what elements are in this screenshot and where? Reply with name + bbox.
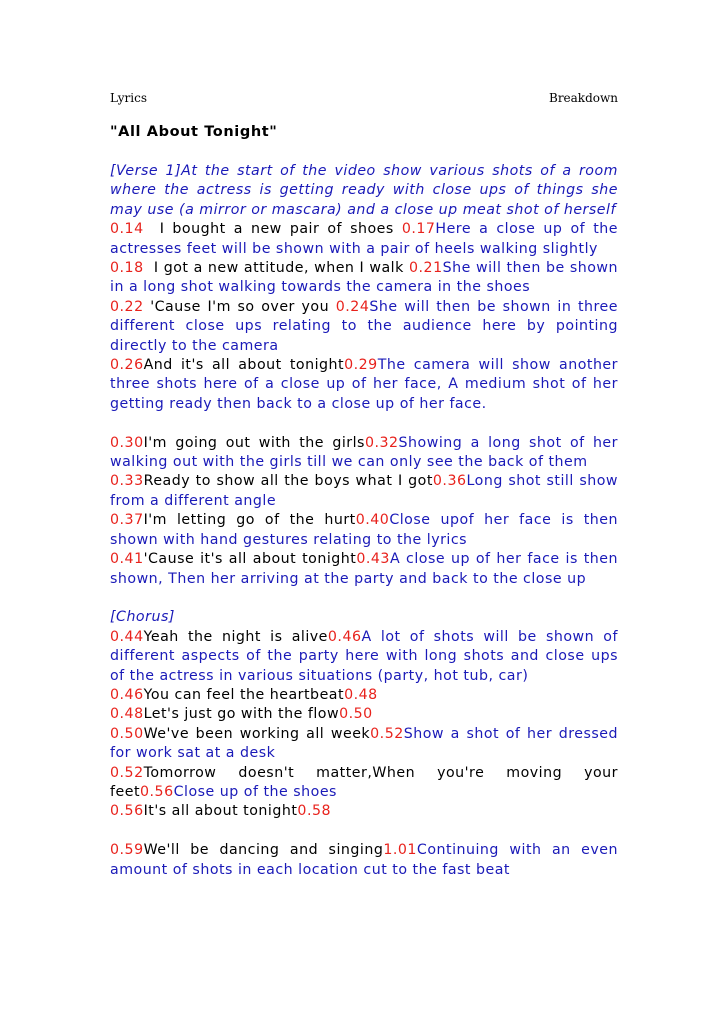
lyric-text: 'Cause it's all about tonight xyxy=(143,551,357,568)
chorus-label-text: [Chorus] xyxy=(110,609,175,626)
lyric-text: I bought a new pair of shoes xyxy=(143,221,402,238)
lyric-text: We'll be dancing and singing xyxy=(143,842,384,859)
start-timestamp: 0.30 xyxy=(110,434,144,451)
lyric-text: You can feel the heartbeat xyxy=(143,686,345,703)
start-timestamp: 0.56 xyxy=(110,803,144,820)
lyrics-breakdown xyxy=(110,162,618,880)
lyric-line xyxy=(110,841,618,880)
end-timestamp: 0.24 xyxy=(335,298,370,315)
lyric-text: And it's all about tonight xyxy=(143,357,345,374)
start-timestamp: 0.37 xyxy=(110,512,144,529)
start-timestamp: 0.48 xyxy=(110,706,144,723)
end-timestamp: 0.58 xyxy=(297,803,332,820)
lyric-line xyxy=(110,356,618,414)
verse1-label: [Verse 1] xyxy=(110,163,182,179)
lyric-text: I'm letting go of the hurt xyxy=(143,512,356,529)
header-right: Breakdown xyxy=(549,91,618,105)
start-timestamp: 0.59 xyxy=(110,842,144,859)
shot-direction: Here a close up of the actresses feet will be shown with a pair of heels walking slightly xyxy=(110,221,618,257)
lyric-text: Let's just go with the flow xyxy=(143,706,340,723)
lyric-line xyxy=(110,686,618,705)
end-timestamp: 0.29 xyxy=(344,357,378,374)
verse1-intro-direction: At the start of the video show various shots of a room where the actress is getting ready with close ups of things she may use (a mirror or mascara) and a close up meat shot of herself xyxy=(110,163,618,218)
shot-direction: A lot of shots will be shown of different aspects of the party here with long shots and close ups of the actress in various situations (party, hot tub, car) xyxy=(110,628,618,684)
lyric-line xyxy=(110,259,618,298)
start-timestamp: 0.44 xyxy=(110,628,144,645)
lyric-text: We've been working all week xyxy=(143,725,371,742)
end-timestamp: 0.52 xyxy=(370,725,404,742)
end-timestamp: 0.21 xyxy=(409,260,443,277)
start-timestamp: 0.52 xyxy=(110,764,144,781)
song-title: "All About Tonight" xyxy=(110,124,278,140)
document-page xyxy=(110,0,618,1030)
end-timestamp: 0.17 xyxy=(401,221,436,238)
shot-direction: Continuing with an even amount of shots in each location cut to the fast beat xyxy=(110,842,618,878)
lyric-line xyxy=(110,298,618,356)
lyric-line xyxy=(110,511,618,550)
end-timestamp: 0.32 xyxy=(364,434,399,451)
lyric-line xyxy=(110,550,618,589)
verse1-intro xyxy=(110,162,618,220)
lyric-line xyxy=(110,472,618,511)
shot-direction: Show a shot of her dressed for work sat at a desk xyxy=(110,725,619,762)
end-timestamp: 0.48 xyxy=(344,686,378,703)
start-timestamp: 0.33 xyxy=(110,473,144,490)
paragraph-gap xyxy=(110,822,618,841)
lyric-text: Yeah the night is alive xyxy=(143,628,328,645)
lyric-line xyxy=(110,434,618,473)
chorus-label xyxy=(110,608,618,627)
shot-direction: Long shot still show from a different angle xyxy=(110,473,618,509)
page-header xyxy=(110,91,618,105)
lyric-line xyxy=(110,705,618,724)
lyric-text: I'm going out with the girls xyxy=(143,434,365,451)
shot-direction: Showing a long shot of her walking out with the girls till we can only see the back of them xyxy=(110,434,618,471)
lyric-line xyxy=(110,220,618,259)
shot-direction: She will then be shown in three different close ups relating to the audience here by pointing directly to the camera xyxy=(110,298,618,354)
paragraph-gap xyxy=(110,589,618,608)
lyric-text: I got a new attitude, when I walk xyxy=(143,260,409,277)
header-left: Lyrics xyxy=(110,91,147,105)
start-timestamp: 0.46 xyxy=(110,686,144,703)
end-timestamp: 0.56 xyxy=(140,783,174,800)
shot-direction: Close up of the shoes xyxy=(173,783,337,800)
start-timestamp: 0.22 xyxy=(110,298,144,315)
lyric-line xyxy=(110,725,618,764)
start-timestamp: 0.41 xyxy=(110,551,144,568)
end-timestamp: 0.46 xyxy=(327,628,362,645)
paragraph-gap xyxy=(110,414,618,433)
end-timestamp: 0.40 xyxy=(355,512,390,529)
shot-direction: She will then be shown in a long shot walking towards the camera in the shoes xyxy=(110,260,618,296)
end-timestamp: 0.36 xyxy=(432,473,467,490)
end-timestamp: 0.50 xyxy=(339,706,373,723)
end-timestamp: 1.01 xyxy=(383,842,417,859)
lyric-line xyxy=(110,764,618,803)
lyric-text: Tomorrow doesn't matter,When you're moving your feet xyxy=(110,764,618,800)
lyric-text: It's all about tonight xyxy=(143,803,298,820)
shot-direction: The camera will show another three shots here of a close up of her face, A medium shot of her getting ready then back to a close up of her face. xyxy=(110,357,618,412)
start-timestamp: 0.14 xyxy=(110,221,144,238)
end-timestamp: 0.43 xyxy=(356,551,390,568)
start-timestamp: 0.26 xyxy=(110,357,144,374)
lyric-line xyxy=(110,802,618,821)
shot-direction: A close up of her face is then shown, Then her arriving at the party and back to the close up xyxy=(110,551,619,587)
lyric-text: 'Cause I'm so over you xyxy=(143,298,336,315)
lyric-line xyxy=(110,628,618,686)
start-timestamp: 0.50 xyxy=(110,725,144,742)
start-timestamp: 0.18 xyxy=(110,260,144,277)
shot-direction: Close upof her face is then shown with hand gestures relating to the lyrics xyxy=(110,512,618,548)
lyric-text: Ready to show all the boys what I got xyxy=(143,473,433,490)
